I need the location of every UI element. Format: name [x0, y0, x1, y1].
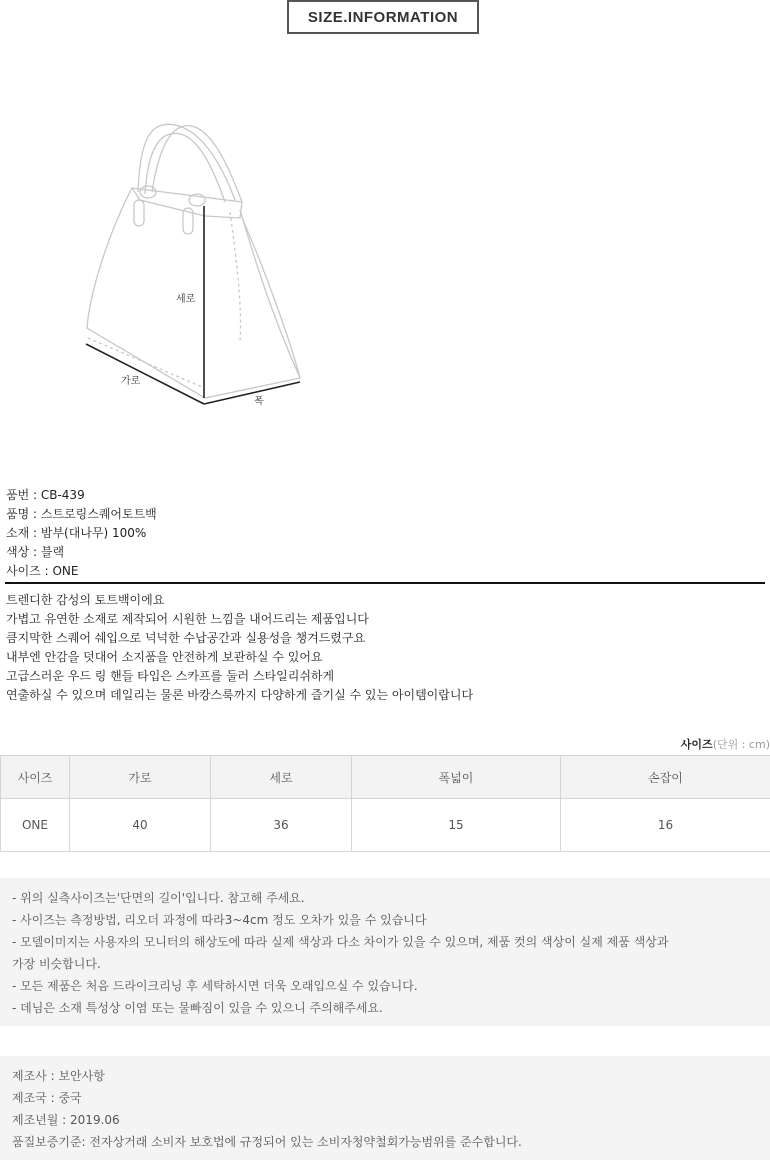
table-cell: ONE — [1, 799, 70, 852]
description-line: 내부엔 안감을 덧대어 소지품을 안전하게 보관하실 수 있어요 — [6, 650, 323, 664]
product-size: 사이즈 : ONE — [6, 564, 79, 578]
size-caption-label: 사이즈 — [680, 738, 713, 751]
product-info — [6, 486, 157, 581]
product-color: 색상 : 블랙 — [6, 545, 65, 559]
description-line: 고급스러운 우드 링 핸들 타입은 스카프를 둘러 스타일리쉬하게 — [6, 669, 335, 683]
table-header-cell: 사이즈 — [1, 756, 70, 799]
table-cell: 16 — [561, 799, 770, 852]
description-line: 트렌디한 감성의 토트백이에요 — [6, 593, 165, 607]
note-line: - 사이즈는 측정방법, 리오더 과정에 따라3~4cm 정도 오차가 있을 수 있습니다 — [12, 913, 427, 927]
description-line: 큼지막한 스퀘어 쉐입으로 넉넉한 수납공간과 실용성을 챙겨드렸구요 — [6, 631, 366, 645]
note-line: - 모든 제품은 처음 드라이크리닝 후 세탁하시면 더욱 오래입으실 수 있습니다. — [12, 979, 418, 993]
size-caption-unit: (단위 : cm) — [712, 738, 770, 751]
table-header-cell: 가로 — [70, 756, 211, 799]
diagram-width-label: 가로 — [121, 376, 141, 387]
table-row — [1, 799, 770, 852]
table-cell: 40 — [70, 799, 211, 852]
maker-line: 제조년월 : 2019.06 — [12, 1113, 120, 1127]
product-description — [6, 591, 473, 705]
description-line: 가볍고 유연한 소재로 제작되어 시원한 느낌을 내어드리는 제품입니다 — [6, 612, 369, 626]
table-header-row — [1, 756, 770, 799]
table-header-cell: 폭넓이 — [352, 756, 561, 799]
notes-box — [0, 878, 770, 1026]
table-cell: 36 — [211, 799, 352, 852]
section-divider — [5, 582, 765, 584]
maker-line: 제조국 : 중국 — [12, 1091, 82, 1105]
note-line: 가장 비슷합니다. — [12, 957, 101, 971]
size-table-caption — [681, 736, 770, 752]
note-line: - 위의 실측사이즈는'단면의 길이'입니다. 참고해 주세요. — [12, 891, 305, 905]
bag-size-diagram — [70, 110, 310, 410]
table-header-cell: 손잡이 — [561, 756, 770, 799]
maker-info-box — [0, 1056, 770, 1160]
table-cell: 15 — [352, 799, 561, 852]
note-line: - 데님은 소재 특성상 이염 또는 물빠짐이 있을 수 있으니 주의해주세요. — [12, 1001, 383, 1015]
description-line: 연출하실 수 있으며 데일리는 물론 바캉스룩까지 다양하게 즐기실 수 있는 아이템이랍니다 — [6, 688, 474, 702]
note-line: - 모델이미지는 사용자의 모니터의 해상도에 따라 실제 색상과 다소 차이가 있을 수 있으며, 제품 컷의 색상이 실제 제품 색상과 — [12, 935, 669, 949]
product-name: 품명 : 스트로링스퀘어토트백 — [6, 507, 157, 521]
diagram-height-label: 세로 — [176, 294, 196, 305]
diagram-depth-label: 폭 — [254, 396, 264, 407]
product-material: 소재 : 밤부(대나무) 100% — [6, 526, 147, 540]
product-number: 품번 : CB-439 — [6, 488, 85, 502]
maker-line: 품질보증기준: 전자상거래 소비자 보호법에 규정되어 있는 소비자청약철회가능범위를 준수합니다. — [12, 1135, 522, 1149]
table-header-cell: 세로 — [211, 756, 352, 799]
maker-line: 제조사 : 보안사항 — [12, 1069, 105, 1083]
size-information-title: SIZE.INFORMATION — [287, 0, 479, 34]
size-table — [0, 755, 770, 852]
